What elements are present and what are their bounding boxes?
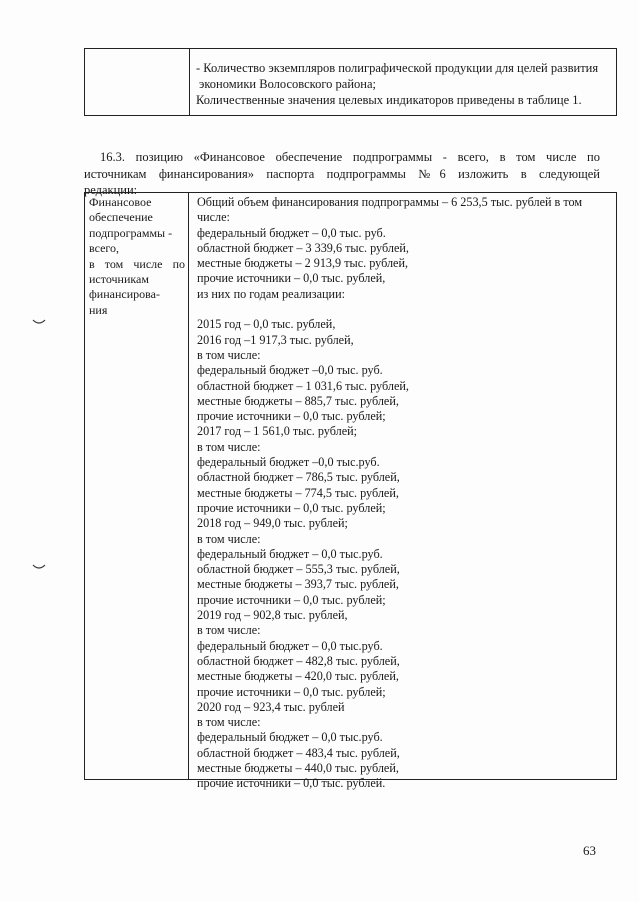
financing-table bbox=[84, 192, 617, 791]
financing-line: федеральный бюджет –0,0 тыс.руб. bbox=[197, 455, 380, 470]
label-line: подпрограммы - bbox=[89, 225, 173, 240]
financing-line: федеральный бюджет – 0,0 тыс.руб. bbox=[197, 730, 383, 745]
financing-values-cell bbox=[189, 193, 616, 791]
financing-line: в том числе: bbox=[197, 439, 261, 454]
financing-line: в том числе: bbox=[197, 715, 261, 730]
indicators-table bbox=[84, 48, 617, 116]
financing-line: 2020 год – 923,4 тыс. рублей bbox=[197, 699, 345, 714]
label-line: ния bbox=[89, 302, 108, 317]
financing-line: местные бюджеты – 393,7 тыс. рублей, bbox=[197, 577, 399, 592]
binding-hole-mark bbox=[32, 563, 46, 571]
financing-line: местные бюджеты – 440,0 тыс. рублей, bbox=[197, 760, 399, 775]
page-number: 63 bbox=[583, 843, 596, 858]
financing-line: прочие источники – 0,0 тыс. рублей, bbox=[197, 271, 386, 286]
financing-line: в том числе: bbox=[197, 623, 261, 638]
indicators-table-empty-cell bbox=[85, 49, 190, 115]
paragraph-line: источникам финансирования» паспорта подпрограммы №6 изложить в следующей bbox=[84, 166, 600, 181]
financing-line: 2019 год – 902,8 тыс. рублей, bbox=[197, 608, 348, 623]
financing-line: местные бюджеты – 420,0 тыс. рублей, bbox=[197, 669, 399, 684]
label-line: финансирова- bbox=[89, 287, 160, 302]
label-line: источникам bbox=[89, 272, 149, 287]
indicator-line: - Количество экземпляров полиграфической продукции для целей развития bbox=[196, 61, 599, 75]
financing-line: областной бюджет – 482,8 тыс. рублей, bbox=[197, 653, 400, 668]
financing-line: областной бюджет – 555,3 тыс. рублей, bbox=[197, 562, 400, 577]
financing-line: Общий объем финансирования подпрограммы – 6 253,5 тыс. рублей в том bbox=[197, 195, 583, 209]
financing-label-cell bbox=[85, 193, 189, 779]
financing-line: прочие источники – 0,0 тыс. рублей; bbox=[197, 409, 386, 424]
financing-line: из них по годам реализации: bbox=[197, 286, 345, 301]
indicator-line: Количественные значения целевых индикаторов приведены в таблице 1. bbox=[196, 93, 582, 107]
financing-line: местные бюджеты – 885,7 тыс. рублей, bbox=[197, 393, 399, 408]
indicator-line: экономики Волосовского района; bbox=[199, 77, 376, 91]
label-line: Финансовое bbox=[89, 195, 152, 209]
financing-line: областной бюджет – 483,4 тыс. рублей, bbox=[197, 745, 400, 760]
financing-line: федеральный бюджет – 0,0 тыс. руб. bbox=[197, 225, 386, 240]
financing-line: областной бюджет – 1 031,6 тыс. рублей, bbox=[197, 378, 409, 393]
blank-line bbox=[197, 302, 612, 317]
financing-line: в том числе: bbox=[197, 531, 261, 546]
financing-line: 2015 год – 0,0 тыс. рублей, bbox=[197, 317, 336, 332]
indicators-table-text-cell bbox=[190, 49, 616, 115]
financing-line: прочие источники – 0,0 тыс. рублей; bbox=[197, 592, 386, 607]
financing-line: прочие источники – 0,0 тыс. рублей; bbox=[197, 684, 386, 699]
financing-line: в том числе: bbox=[197, 347, 261, 362]
financing-line: федеральный бюджет – 0,0 тыс.руб. bbox=[197, 638, 383, 653]
financing-line: прочие источники – 0,0 тыс. рублей. bbox=[197, 776, 386, 791]
financing-line: прочие источники – 0,0 тыс. рублей; bbox=[197, 500, 386, 515]
paragraph-line: 16.3. позицию «Финансовое обеспечение подпрограммы - всего, в том числе по bbox=[100, 150, 600, 164]
financing-line: федеральный бюджет –0,0 тыс. руб. bbox=[197, 363, 383, 378]
financing-line: федеральный бюджет – 0,0 тыс.руб. bbox=[197, 546, 383, 561]
paragraph-line: редакции: bbox=[84, 183, 138, 197]
financing-line: 2018 год – 949,0 тыс. рублей; bbox=[197, 516, 348, 531]
label-line: обеспечение bbox=[89, 210, 153, 225]
binding-hole-mark bbox=[32, 318, 46, 326]
financing-line: областной бюджет – 786,5 тыс. рублей, bbox=[197, 470, 400, 485]
label-line: всего, bbox=[89, 241, 120, 256]
financing-line: областной бюджет – 3 339,6 тыс. рублей, bbox=[197, 240, 409, 255]
financing-line: 2017 год – 1 561,0 тыс. рублей; bbox=[197, 424, 358, 439]
financing-line: местные бюджеты – 2 913,9 тыс. рублей, bbox=[197, 256, 409, 271]
financing-line: местные бюджеты – 774,5 тыс. рублей, bbox=[197, 485, 399, 500]
financing-line: 2016 год –1 917,3 тыс. рублей, bbox=[197, 332, 354, 347]
label-line: в том числе по bbox=[89, 256, 185, 271]
financing-line: числе: bbox=[197, 210, 230, 225]
